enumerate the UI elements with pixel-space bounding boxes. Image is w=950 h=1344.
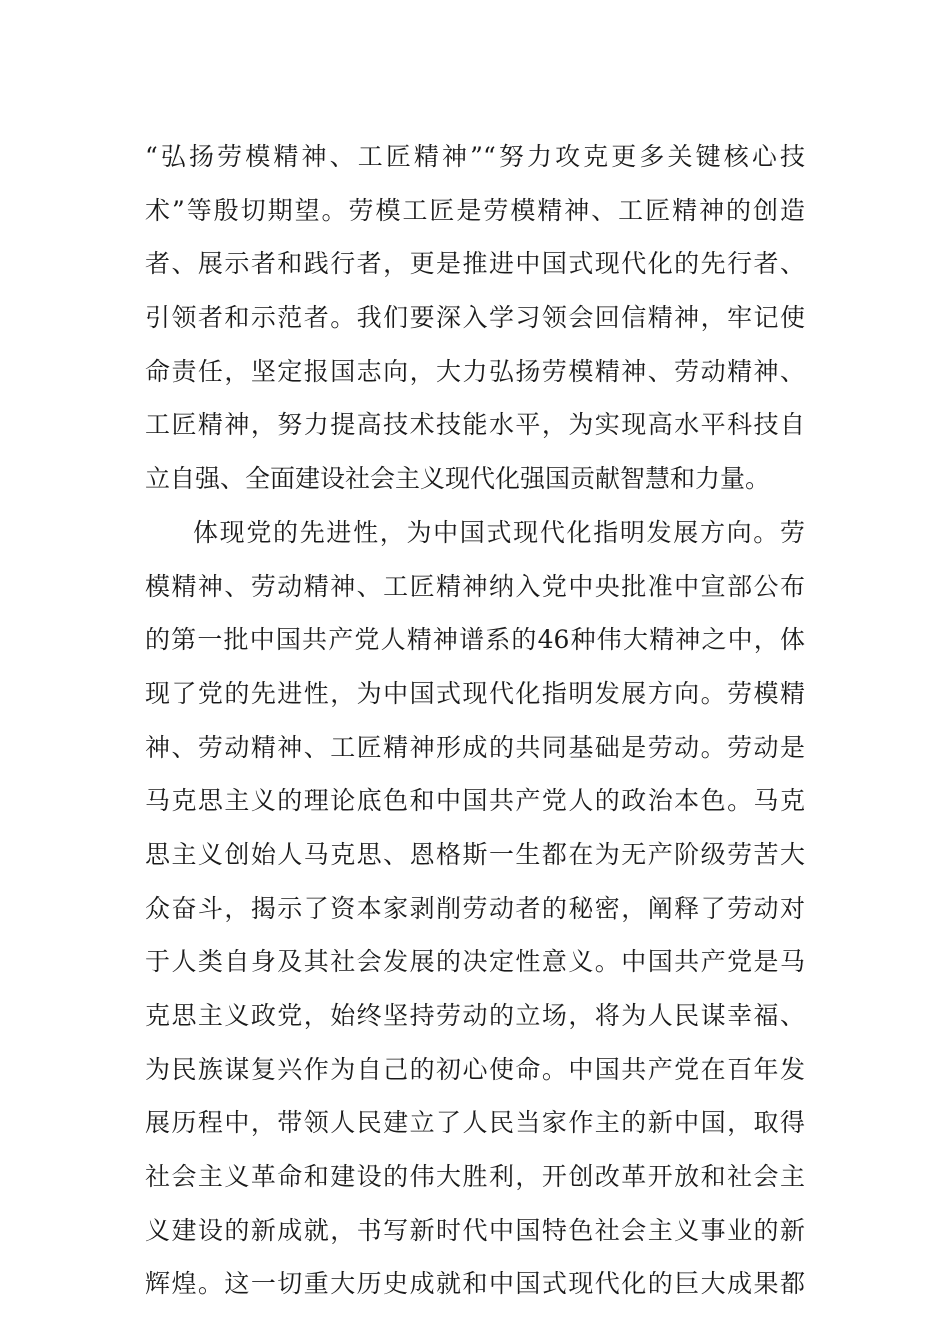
text-line: 辉煌。这一切重大历史成就和中国式现代化的巨大成果都 bbox=[145, 1269, 805, 1299]
text-line: 于人类自身及其社会发展的决定性意义。中国共产党是马 bbox=[145, 947, 805, 977]
text-line: 义建设的新成就，书写新时代中国特色社会主义事业的新 bbox=[145, 1215, 805, 1245]
text-line: 立自强、全面建设社会主义现代化强国贡献智慧和力量。 bbox=[145, 464, 771, 494]
text-line: 引领者和示范者。我们要深入学习领会回信精神，牢记使 bbox=[145, 303, 805, 333]
text-line: 思主义创始人马克思、恩格斯一生都在为无产阶级劳苦大 bbox=[145, 839, 805, 869]
text-line: 神、劳动精神、工匠精神形成的共同基础是劳动。劳动是 bbox=[145, 732, 805, 762]
text-line: 者、展示者和践行者，更是推进中国式现代化的先行者、 bbox=[145, 249, 805, 279]
text-line: 克思主义政党，始终坚持劳动的立场，将为人民谋幸福、 bbox=[145, 1001, 805, 1030]
text-line: 工匠精神，努力提高技术技能水平，为实现高水平科技自 bbox=[145, 410, 805, 440]
text-line: 模精神、劳动精神、工匠精神纳入党中央批准中宣部公布 bbox=[145, 571, 805, 601]
text-line: 众奋斗，揭示了资本家剥削劳动者的秘密，阐释了劳动对 bbox=[145, 893, 805, 923]
text-line: “弘扬劳模精神、工匠精神”“努力攻克更多关键核心技 bbox=[145, 142, 805, 171]
text-line: 命责任，坚定报国志向，大力弘扬劳模精神、劳动精神、 bbox=[145, 356, 805, 386]
body-text bbox=[145, 130, 805, 1311]
text-line: 为民族谋复兴作为自己的初心使命。中国共产党在百年发 bbox=[145, 1054, 805, 1084]
text-line: 现了党的先进性，为中国式现代化指明发展方向。劳模精 bbox=[145, 678, 805, 708]
text-line: 社会主义革命和建设的伟大胜利，开创改革开放和社会主 bbox=[145, 1162, 805, 1192]
text-line: 术”等殷切期望。劳模工匠是劳模精神、工匠精神的创造 bbox=[145, 195, 805, 225]
text-line: 的第一批中国共产党人精神谱系的46种伟大精神之中，体 bbox=[145, 625, 805, 655]
text-line: 马克思主义的理论底色和中国共产党人的政治本色。马克 bbox=[145, 786, 805, 816]
paragraph-first-line: 体现党的先进性，为中国式现代化指明发展方向。劳 bbox=[193, 517, 805, 547]
text-line: 展历程中，带领人民建立了人民当家作主的新中国，取得 bbox=[145, 1108, 805, 1138]
